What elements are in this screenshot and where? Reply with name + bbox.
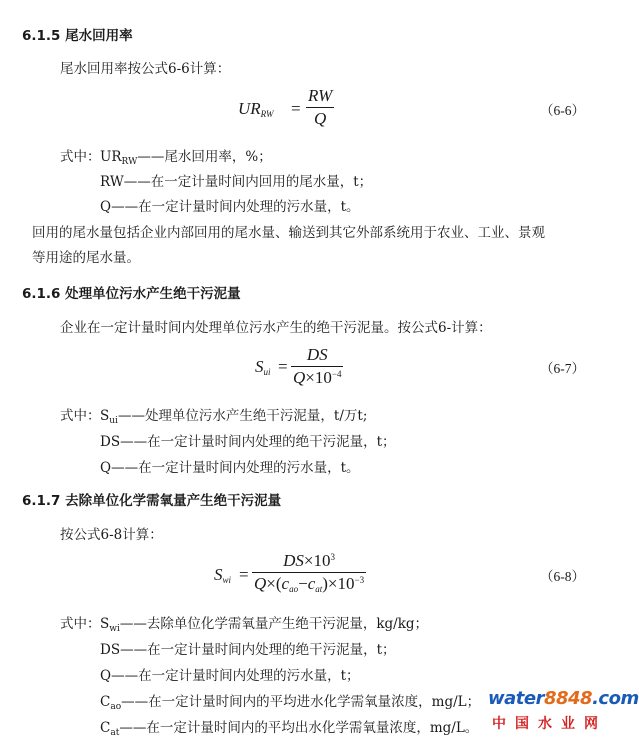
formula-6-6-eq: = <box>291 99 301 118</box>
formula-6-7-denominator: $Q\times 10^{-4}$ <box>293 368 342 387</box>
formula-6-6-denominator: Q <box>313 109 327 128</box>
watermark-logo <box>488 688 639 736</box>
equation-number-6-8: （6-8） <box>540 569 585 584</box>
formula-6-8-fraction <box>252 551 366 594</box>
def-row-cao: $C_{ao}——$在一定计量时间内的平均进水化学需氧量浓度，mg/L； <box>100 694 481 712</box>
formula-6-6-lhs: $UR_{RW}$ <box>238 99 274 119</box>
def-row-q: Q——在一定计量时间内处理的污水量，t。 <box>100 460 360 476</box>
paragraph-line-1: 回用的尾水量包括企业内部回用的尾水量、输送到其它外部系统用于农业、工业、景观 <box>32 225 545 241</box>
section-heading-6-1-6: 6.1.6 处理单位污水产生绝干污泥量 <box>22 286 241 302</box>
section-intro-6-1-5: 尾水回用率按公式6-6计算： <box>60 61 231 77</box>
section-heading-6-1-7: 6.1.7 去除单位化学需氧量产生绝干污泥量 <box>22 493 282 509</box>
def-row-sui: $S_{ui}——$处理单位污水产生绝干污泥量，t/万t; <box>100 408 368 426</box>
formula-6-6-fraction <box>306 86 334 129</box>
paragraph-line-2: 等用途的尾水量。 <box>32 250 140 266</box>
formula-6-7-eq: = <box>278 357 288 376</box>
def-row-q: Q——在一定计量时间内处理的污水量，t； <box>100 668 360 684</box>
fraction-bar <box>306 107 334 108</box>
formula-6-8-numerator: $DS\times 10^3$ <box>283 551 335 570</box>
formula-6-7-fraction <box>291 345 343 388</box>
def-row-q: Q——在一定计量时间内处理的污水量，t。 <box>100 199 360 215</box>
formula-6-8-denominator: $Q\times(c_{ao}-c_{at})\times 10^{-3}$ <box>254 574 365 594</box>
def-row-ds: DS——在一定计量时间内处理的绝干污泥量，t； <box>100 642 396 658</box>
formula-6-8-eq: = <box>239 565 249 584</box>
def-row-urrw: $UR_{RW}——$尾水回用率，%； <box>100 149 272 167</box>
where-prefix: 式中： <box>60 408 101 424</box>
fraction-bar <box>291 366 343 367</box>
section-intro-6-1-7: 按公式6-8计算： <box>60 527 163 543</box>
formula-6-8-lhs: $S_{wi}$ <box>214 565 232 585</box>
def-row-cat: $C_{at}——$在一定计量时间内的平均出水化学需氧量浓度，mg/L。 <box>100 720 479 738</box>
watermark-domain: water8848.com <box>488 688 639 709</box>
watermark-chinese-name: 中国水业网 <box>492 716 607 732</box>
formula-6-7-lhs: $S_{ui}$ <box>255 357 271 377</box>
where-prefix: 式中： <box>60 616 101 632</box>
section-intro-6-1-6: 企业在一定计量时间内处理单位污水产生的绝干污泥量。按公式6-计算： <box>60 320 492 336</box>
equation-number-6-7: （6-7） <box>540 361 585 376</box>
fraction-bar <box>252 572 366 573</box>
def-row-swi: $S_{wi}——$去除单位化学需氧量产生绝干污泥量，kg/kg； <box>100 616 429 634</box>
formula-6-6-numerator: RW <box>308 86 333 105</box>
where-prefix: 式中： <box>60 149 101 165</box>
def-row-rw: RW——在一定计量时间内回用的尾水量，t； <box>100 174 373 190</box>
def-row-ds: DS——在一定计量时间内处理的绝干污泥量，t； <box>100 434 396 450</box>
formula-6-7-numerator: DS <box>306 345 328 364</box>
equation-number-6-6: （6-6） <box>540 103 585 118</box>
section-heading-6-1-5: 6.1.5 尾水回用率 <box>22 28 133 44</box>
